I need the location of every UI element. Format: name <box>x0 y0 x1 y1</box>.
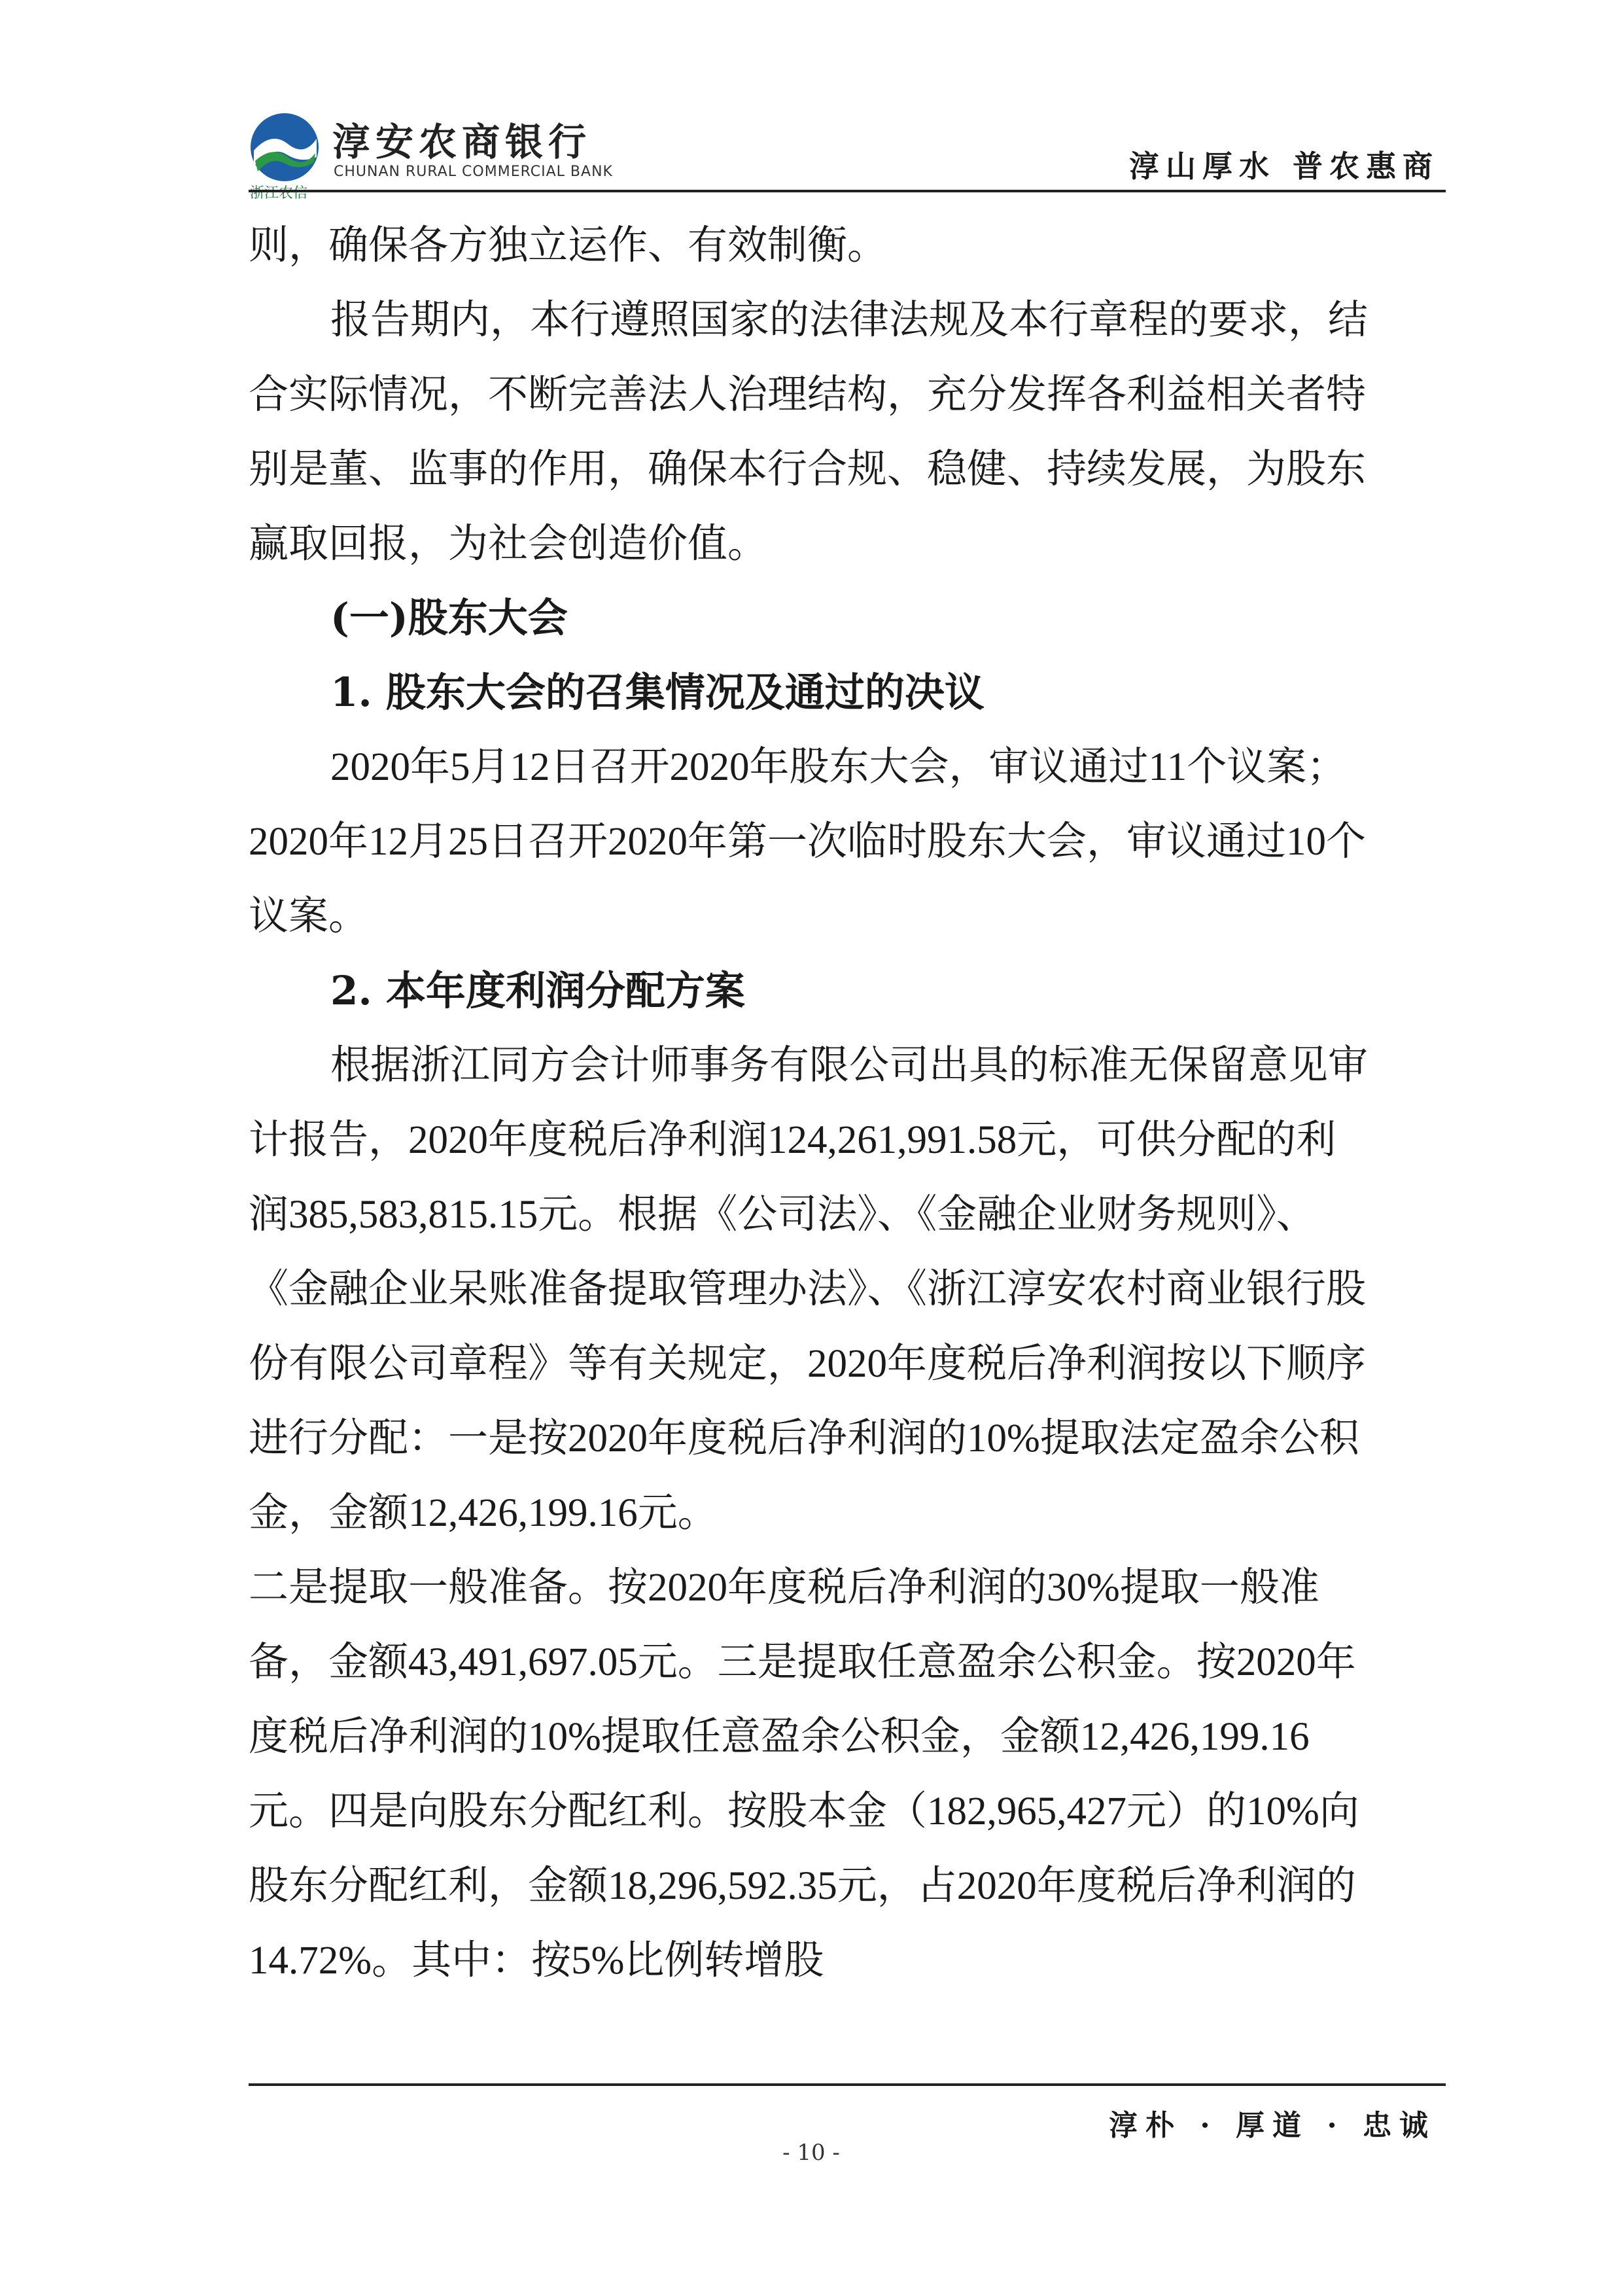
header-motto: 淳山厚水 普农惠商 <box>1128 149 1439 184</box>
subheading-meetings-resolutions: 1. 股东大会的召集情况及通过的决议 <box>330 669 985 716</box>
subheading-profit-distribution: 2. 本年度利润分配方案 <box>330 968 745 1014</box>
paragraph-meetings: 2020年5月12日召开2020年股东大会，审议通过11个议案；2020年12月25日召开2020年第一次临时股东大会，审议通过10个议案。 <box>249 745 1367 938</box>
paragraph-continuation: 则，确保各方独立运作、有效制衡。 <box>249 222 888 268</box>
logo-subtext: 浙江农信 <box>250 185 308 202</box>
bank-name-english: CHUNAN RURAL COMMERCIAL BANK <box>334 164 613 180</box>
bank-name: 淳安农商银行 <box>332 120 592 164</box>
footer-motto: 淳朴 · 厚道 · 忠诚 <box>1109 2109 1436 2142</box>
paragraph-governance: 报告期内，本行遵照国家的法律法规及本行章程的要求，结合实际情况，不断完善法人治理结构，充分发挥各利益相关者特别是董、监事的作用，确保本行合规、稳健、持续发展，为股东赢取回报，为社会创造价值。 <box>249 296 1369 567</box>
paragraph-distribution-details: 二是提取一般准备。按2020年度税后净利润的30%提取一般准备，金额43,491,697.05元。三是提取任意盈余公积金。按2020年度税后净利润的10%提取任意盈余公积金，金额12,426,199.16元。四是向股东分配红利。按股本金（182,965,427元）的10%向股东分配红利，金额18,296,592.35元，占2020年度税后净利润的14.72%。其中：按5%比例转增股 <box>249 1566 1359 1983</box>
bank-logo-icon <box>249 111 321 183</box>
page-number: - 10 - <box>782 2140 840 2166</box>
footer-rule <box>249 2083 1446 2086</box>
document-body <box>249 208 1374 1998</box>
page-header <box>249 98 1446 202</box>
section-heading-shareholders-meeting: (一)股东大会 <box>330 595 568 641</box>
header-rule <box>249 190 1446 192</box>
paragraph-profit-distribution: 根据浙江同方会计师事务有限公司出具的标准无保留意见审计报告，2020年度税后净利润124,261,991.58元，可供分配的利润385,583,815.15元。根据《公司法》、《金融企业财务规则》、《金融企业呆账准备提取管理办法》、《浙江淳安农村商业银行股份有限公司章程》等有关规定，2020年度税后净利润按以下顺序进行分配：一是按2020年度税后净利润的10%提取法定盈余公积金，金额12,426,199.16元。 <box>249 1044 1369 1535</box>
